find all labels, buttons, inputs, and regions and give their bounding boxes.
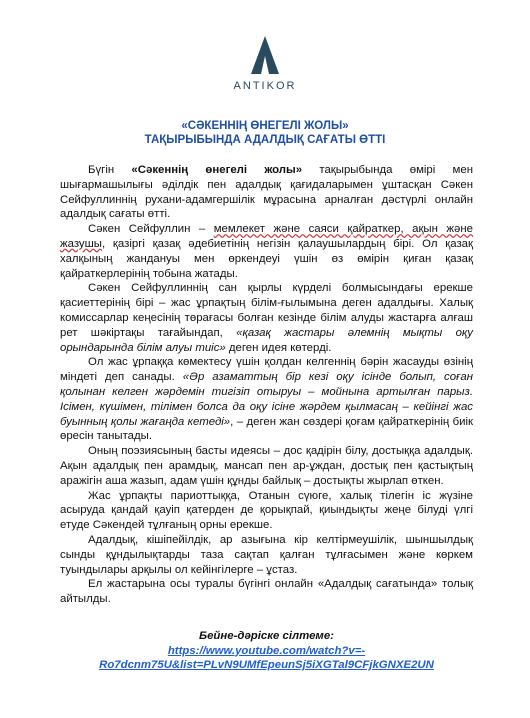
video-link[interactable]	[60, 644, 473, 673]
document-body	[60, 163, 473, 607]
paragraph-3	[60, 281, 473, 355]
p3-text-b: деген идея көтерді.	[225, 341, 332, 354]
video-link-line-2[interactable]: Ro7dcnm75U&list=PLvN9UMfEpeunSj5iXGTal9CFjkGNXE2UN	[99, 659, 434, 671]
p3-text-a: Сәкен Сейфуллиннің сан қырлы күрделі болмысындағы ерекше қасиеттерінің бірі – жас ұрпақтың білім-ғылымына деген адалдығы. Халық комиссарлар кеңесінің төрағасы болған кезінде білім алуды жастарға алғаш рет шәкіртақы тағайындап,	[60, 282, 473, 339]
p2-text-b: , қазіргі қазақ әдебиетінің негізін қалаушылардың бірі. Ол қазақ халқының жандануы мен өркендеуі үшін өз өмірін қиған қазақ қайраткерлерінің тобына жатады.	[60, 237, 473, 280]
logo-brand-text: ANTIKOR	[233, 80, 297, 92]
antikor-emblem-icon	[251, 36, 279, 74]
title-line-2: ТАҚЫРЫБЫНДА АДАЛДЫҚ САҒАТЫ ӨТТІ	[144, 134, 386, 146]
document-title	[40, 119, 490, 147]
p4-text-a: Ол жас ұрпаққа көмектесу үшін қолдан келгеннің бәрін жасауды өзінің міндеті деп санады.	[60, 356, 473, 384]
p2-spellcheck-underline: мемлекет және саяси қайраткер, ақын және жазушы	[60, 223, 473, 250]
paragraph-6: Жас ұрпақты париоттыққа, Отанын сүюге, халық тілегін іс жүзіне асыруда қандай қауіп қатерден де қорықпай, қиындықты жеңе білуді үлгі етуде Сәкендей тұлғаның орны ерекше.	[60, 489, 473, 532]
paragraph-7: Адалдық, кішіпейілдік, ар азығына кір келтірмеушілік, шыншылдық сынды құндылықтарды таза сақтап қалған тұлғасымен және көркем туындылары арқылы ол кейінгілерге – ұстаз.	[60, 533, 473, 576]
p3-quote: «қазақ жастары әлемнің мықты оқу орындарында білім алуы тиіс»	[60, 326, 473, 354]
video-link-block	[60, 629, 473, 673]
p1-bold-title: «Сәкеннің өнегелі жолы»	[131, 164, 303, 176]
paragraph-5: Оның поэзиясының басты идеясы – дос қадірін білу, достыққа адалдық. Ақын адалдық пен арамдық, мансап пен ар-ұждан, достық пен қастықтың аражігін аша жазып, адам үшін құнды байлық – достықты жырлап өткен.	[60, 445, 473, 487]
p1-text-b: тақырыбында өмірі мен шығармашылығы әділдік пен адалдық қағидаларымен ұштасқан Сәкен Сейфуллиннің рухани-адамгершілік мұрасына арналған дәстүрлі онлайн адалдық сағаты өтті.	[60, 164, 474, 221]
paragraph-1	[60, 163, 473, 222]
paragraph-4	[60, 355, 473, 444]
video-link-line-1[interactable]: https://www.youtube.com/watch?v=-	[167, 644, 366, 657]
p4-text-b: , – деген жан сөздері қоғам қайраткерінің биік өресін танытады.	[60, 415, 473, 443]
p1-text-a: Бүгін	[88, 164, 132, 176]
p2-text-a: Сәкен Сейфуллин –	[88, 223, 214, 236]
video-link-label: Бейне-дәріске сілтеме:	[199, 630, 334, 642]
paragraph-2	[60, 222, 473, 281]
title-line-1: «СӘКЕННІҢ ӨНЕГЕЛІ ЖОЛЫ»	[181, 120, 349, 132]
antikor-logo	[230, 36, 300, 92]
paragraph-8: Ел жастарына осы туралы бүгінгі онлайн «Адалдық сағатында» толық айтылды.	[60, 578, 473, 606]
p4-quote: «Әр азаматтың бір кезі оқу ісінде болып, соған қолынан келген жәрдемін тигізіп отыруы – мойнына артылған парыз. Ісімен, күшімен, тілімен болса да оқу ісіне жәрдем қылмасаң – кейінгі жас буынның қолы жағаңда кетеді»	[60, 371, 473, 428]
